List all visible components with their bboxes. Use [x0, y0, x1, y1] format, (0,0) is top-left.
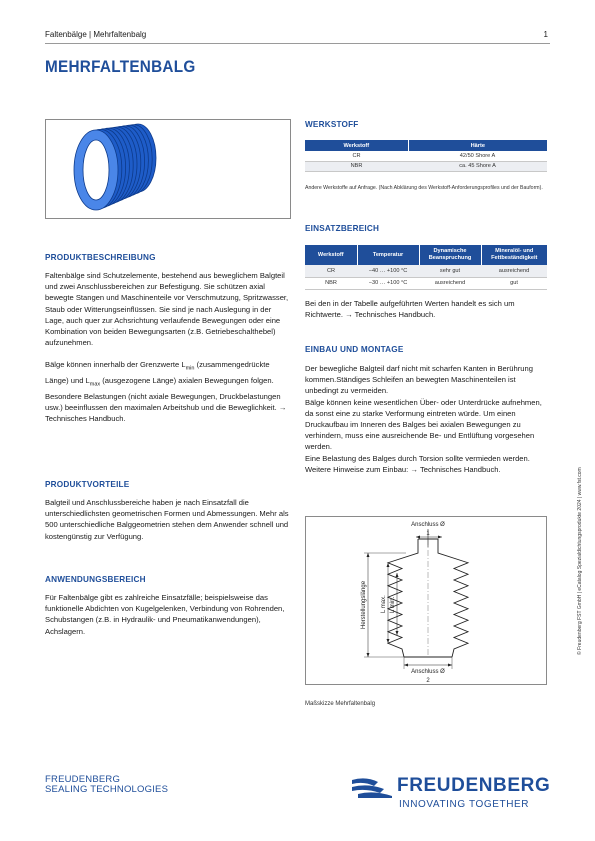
- footer-brand-text: [45, 775, 168, 794]
- einsatz-col-werkstoff: Werkstoff: [305, 245, 357, 265]
- footer-brand-line2: SEALING TECHNOLOGIES: [45, 783, 169, 795]
- produktbeschreibung-p1: Faltenbälge sind Schutzelemente, bestehend aus beweglichem Balgteil und zwei Anschlussbereichen zur Befestigung. Sie schützen axial bewegte Stangen und Maschinenteile vor Verschmutzung, Spritzwasser, Staub oder Witterungseinflüssen. Sie sind je nach Auslegung in der Lage, auch quer zur Achsrichtung verlaufende Bewegungen oder eine Kombination von beiden Bewegungsarten (z.B. Getriebeschalthebel) aufzunehmen.: [45, 271, 289, 348]
- einbau-heading: EINBAU UND MONTAGE: [305, 345, 404, 354]
- einbau-p2: Bälge können keine wesentlichen Über- oder Unterdrücke aufnehmen, da sonst eine zu starke Verformung eintreten würde. Um einen Druckaufbau im Inneren des Balges bei axialen Bewegungen zu verhindern, muss eine ausreichende Be- und Entlüftung vorgesehen werden.: [305, 397, 542, 452]
- anwendungsbereich-heading: ANWENDUNGSBEREICH: [45, 575, 146, 584]
- anwendungsbereich-text: [45, 592, 291, 637]
- einsatz-col-temperatur: Temperatur: [357, 245, 419, 265]
- einbau-p4: Weitere Hinweise zum Einbau: → Technisches Handbuch.: [305, 464, 501, 474]
- produktvorteile-heading: PRODUKTVORTEILE: [45, 480, 130, 489]
- freudenberg-logo-icon: [352, 776, 394, 798]
- einbau-text: [305, 363, 551, 475]
- werkstoff-col-werkstoff: Werkstoff: [305, 140, 408, 151]
- sidebar-copyright: © Freudenberg FST GmbH | eCatalog Spezialdichtungsprodukte 2024 | www.fst.com: [577, 467, 583, 655]
- logo-name: FREUDENBERG: [397, 775, 551, 796]
- werkstoff-col-haerte: Härte: [408, 140, 547, 151]
- page-number: 1: [543, 30, 548, 39]
- werkstoff-heading: WERKSTOFF: [305, 120, 359, 129]
- anwendungsbereich-p1: Für Faltenbälge gibt es zahlreiche Einsatzfälle; beispielsweise das funktionelle Abdichten von Kugelgelenken, Verbindung von Rohrenden, Schubstangen (z.B. in Hydraulik- und Pneumatikanwendungen), Achslagern.: [45, 593, 285, 636]
- einsatzbereich-heading: EINSATZBEREICH: [305, 224, 380, 233]
- sketch-label-top: Anschluss Ø: [411, 522, 445, 528]
- sketch-num-bottom: 2: [426, 678, 430, 684]
- einsatzbereich-note: Bei den in der Tabelle aufgeführten Werten handelt es sich um Richtwerte. → Technisches Handbuch.: [305, 299, 515, 320]
- einbau-p1: Der bewegliche Balgteil darf nicht mit scharfen Kanten in Berührung kommen.Ständiges Schleifen an bewegten Maschinenteilen ist unbedingt zu vermeiden.: [305, 364, 533, 396]
- freudenberg-logo: [352, 775, 552, 815]
- table-row: NBR ca. 45 Shore A: [305, 161, 547, 171]
- einbau-p3: Eine Belastung des Balges durch Torsion sollte vermieden werden.: [305, 453, 530, 463]
- sketch-num-top: 1: [426, 531, 430, 537]
- page-title: MEHRFALTENBALG: [45, 57, 196, 76]
- sketch-label-lmin: L min.: [390, 596, 396, 613]
- einsatz-col-mineraloel: Mineralöl- und Fettbeständigkeit: [481, 245, 547, 265]
- produktbeschreibung-p2: Bälge können innerhalb der Grenzwerte $L_{min}$ (zusammengedrückte Länge) und $L_{max}$ (ausgezogene Länge) axialen Bewegungen folgen. Besondere Belastungen (nicht axiale Bewegungen, Druckbelastungen usw.) beeinflussen den maximalen Arbeitshub und die Beweglichkeit. → Technisches Handbuch.: [45, 360, 287, 424]
- bellows-sketch: [306, 517, 548, 686]
- sketch-label-lmax: L max.: [381, 595, 387, 613]
- werkstoff-table: [305, 140, 547, 172]
- werkstoff-note: Andere Werkstoffe auf Anfrage. (Nach Abklärung des Werkstoff-Anforderungsprofiles und der Bauform).: [305, 185, 543, 191]
- bellows-image: [46, 120, 292, 220]
- einsatz-col-dynamisch: Dynamische Beanspruchung: [419, 245, 481, 265]
- table-row: CR 42/50 Shore A: [305, 151, 547, 161]
- product-image-frame: [45, 119, 291, 219]
- produktbeschreibung-heading: PRODUKTBESCHREIBUNG: [45, 253, 156, 262]
- produktvorteile-text: [45, 497, 291, 542]
- sketch-caption: Maßskizze Mehrfaltenbalg: [305, 701, 376, 707]
- table-row: CR −40 … +100 °C sehr gut ausreichend: [305, 265, 547, 277]
- footer-brand-line1: FREUDENBERG: [45, 774, 121, 785]
- page-header: [45, 30, 550, 44]
- breadcrumb: Faltenbälge | Mehrfaltenbalg: [45, 30, 147, 39]
- logo-tagline: INNOVATING TOGETHER: [399, 799, 530, 810]
- produktbeschreibung-text: [45, 270, 291, 424]
- einsatzbereich-table: [305, 245, 547, 290]
- sketch-frame: [305, 516, 547, 685]
- produktvorteile-p1: Balgteil und Anschlussbereiche haben je nach Einsatzfall die unterschiedlichsten geometrischen Formen und Abmessungen. Mehr als 500 unterschiedliche Balggeometrien stehen dem Anwender schnell und kostengünstig zur Verfügung.: [45, 498, 289, 541]
- sketch-label-hl: Herstellungslänge: [361, 580, 367, 629]
- sketch-label-bottom: Anschluss Ø: [411, 669, 445, 675]
- table-row: NBR −30 … +100 °C ausreichend gut: [305, 277, 547, 289]
